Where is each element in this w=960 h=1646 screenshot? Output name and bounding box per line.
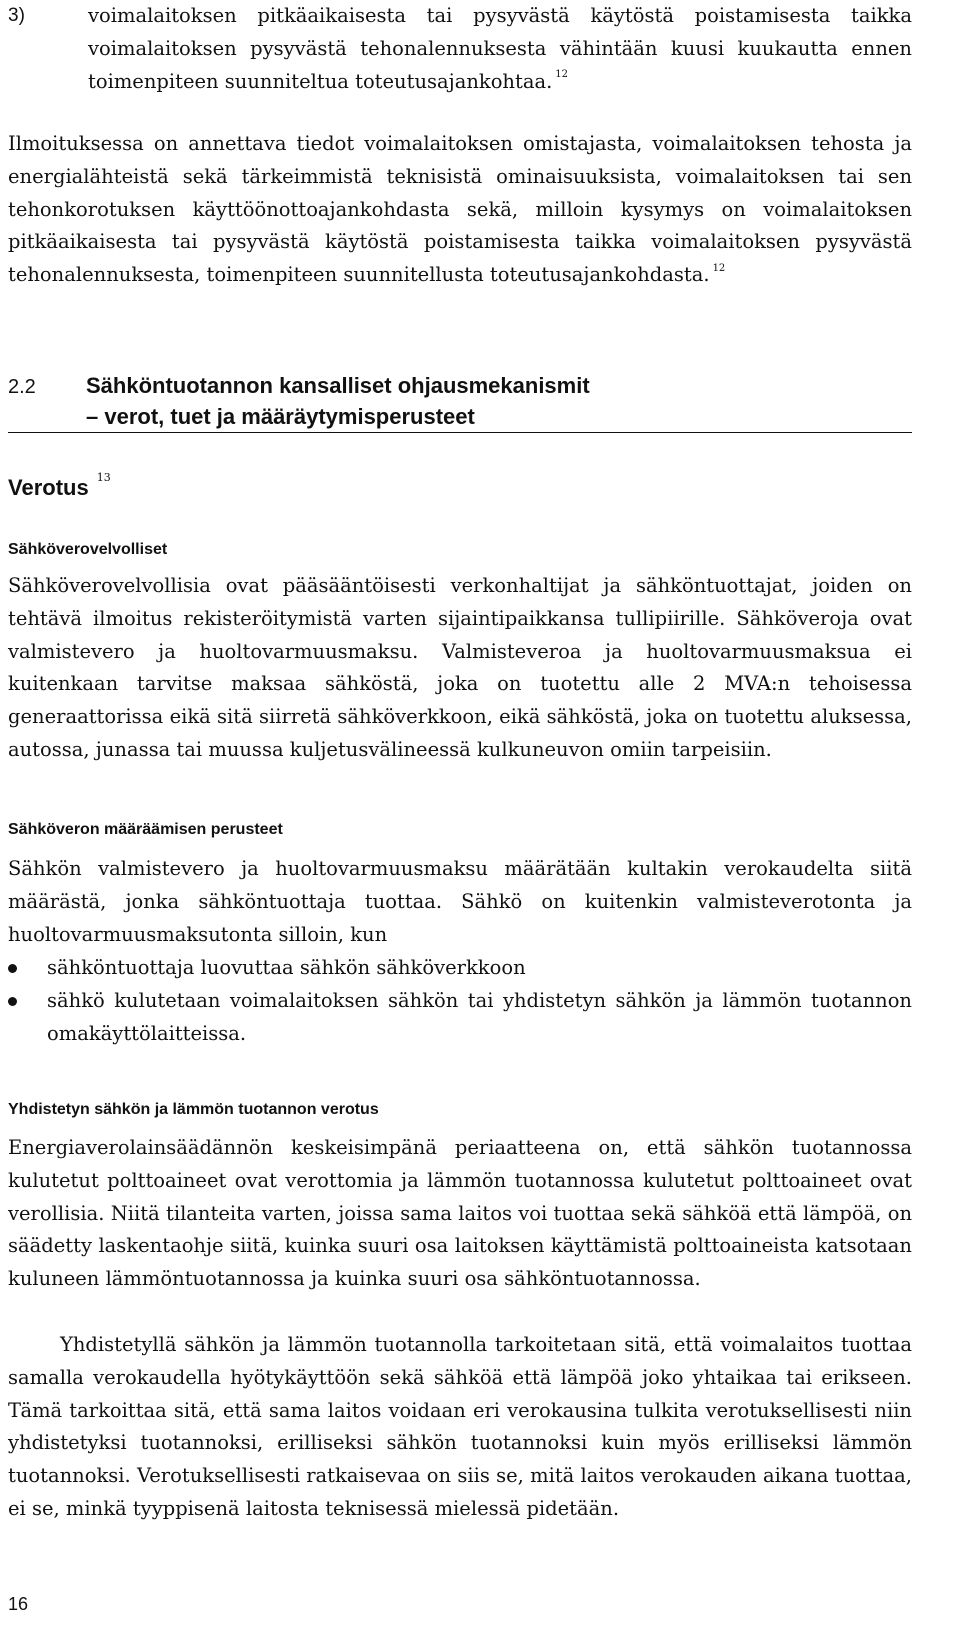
footnote-ref[interactable]: 12 — [555, 69, 569, 81]
list-item — [8, 0, 912, 98]
intro-paragraph-text: Ilmoituksessa on annettava tiedot voimalaitoksen omistajasta, voimalaitoksen tehosta ja energialähteistä sekä tärkeimmistä teknisistä ominaisuuksista, voimalaitoksen tai sen tehonkorotuksen käyttöönottoajankohdasta sekä, milloin kysymys on voimalaitoksen pitkäaikaisesta tai pysyvästä käytöstä poistamisesta taikka voimalaitoksen pysyvästä tehonalennuksesta, toimenpiteen suunnitellusta toteutusajankohdasta. — [8, 132, 912, 287]
bullet-item — [8, 952, 912, 985]
verotus-heading — [8, 470, 111, 506]
paragraph-maaraamisen-perusteet: Sähkön valmistevero ja huoltovarmuusmaksu määrätään kultakin verokaudelta siitä määrästä, jonka sähköntuottaja tuottaa. Sähkö on kuitenkin valmisteverotonta ja huoltovarmuusmaksutonta silloin, kun — [8, 857, 912, 946]
bullet-item-text: sähköntuottaja luovuttaa sähkön sähköverkkoon — [47, 956, 526, 979]
subheading-yhdistetty: Yhdistetyn sähkön ja lämmön tuotannon verotus — [8, 1101, 379, 1118]
bullet-list — [8, 952, 912, 1050]
bullet-icon — [8, 964, 17, 973]
section-title-line1: Sähköntuotannon kansalliset ohjausmekanismit — [86, 373, 590, 398]
list-item-body: voimalaitoksen pitkäaikaisesta tai pysyvästä käytöstä poistamisesta taikka voimalaitoksen pysyvästä tehonalennuksesta vähintään kuusi kuukautta ennen toimenpiteen suunniteltua toteutusajankohtaa. — [88, 4, 912, 93]
section-heading — [8, 370, 912, 432]
section-title-line2: – verot, tuet ja määräytymisperusteet — [86, 404, 475, 429]
footnote-ref[interactable]: 13 — [96, 470, 111, 484]
subheading-sahkoverovelvolliset: Sähköverovelvolliset — [8, 541, 168, 558]
section-divider — [8, 432, 912, 433]
footnote-ref[interactable]: 12 — [712, 262, 726, 274]
bullet-item — [8, 985, 912, 1051]
paragraph-sahkoverovelvolliset: Sähköverovelvollisia ovat pääsääntöisesti verkonhaltijat ja sähköntuottajat, joiden on tehtävä ilmoitus rekisteröitymistä varten sijaintipaikkansa tullipiirille. Sähköveroja ovat valmistevero ja huoltovarmuusmaksu. Valmisteveroa ja huoltovarmuusmaksua ei kuitenkaan tarvitse maksaa sähköstä, joka on tuotettu alle 2 MVA:n tehoisessa generaattorissa eikä sitä siirretä sähköverkkoon, eikä sähköstä, joka on tuotettu aluksessa, autossa, junassa tai muussa kuljetusvälineessä kulkuneuvon omiin tarpeisiin. — [8, 574, 912, 761]
document-page — [8, 0, 912, 1646]
bullet-item-text: sähkö kulutetaan voimalaitoksen sähkön tai yhdistetyn sähkön ja lämmön tuotannon omakäyttölaitteissa. — [47, 988, 912, 1045]
page-number: 16 — [8, 1594, 29, 1614]
paragraph-yhdistetty-1: Energiaverolainsäädännön keskeisimpänä periaatteena on, että sähkön tuotannossa kulutetut polttoaineet ovat verottomia ja lämmön tuotannossa kulutetut polttoaineet ovat verollisia. Niitä tilanteita varten, joissa sama laitos voi tuottaa sekä sähköä että lämpöä, on säädetty laskentaohje siitä, kuinka suuri osa laitoksen käyttämistä polttoaineista katsotaan kuluneen lämmöntuotannossa ja kuinka suuri osa sähköntuotannossa. — [8, 1136, 912, 1291]
section-number: 2.2 — [8, 376, 36, 398]
paragraph-yhdistetty-2: Yhdistetyllä sähkön ja lämmön tuotannolla tarkoitetaan sitä, että voimalaitos tuottaa samalla verokaudella hyötykäyttöön sekä sähköä että lämpöä joko yhtaikaa tai erikseen. Tämä tarkoittaa sitä, että sama laitos voidaan eri verokausina tulkita verotuksellisesti niin yhdistetyksi tuotannoksi, erilliseksi sähkön tuotannoksi kuin myös erilliseksi lämmön tuotannoksi. Verotuksellisesti ratkaisevaa on siis se, mitä laitos verokauden aikana tuottaa, ei se, minkä tyyppisenä laitosta teknisessä mielessä pidetään. — [8, 1333, 912, 1520]
intro-paragraph — [8, 128, 912, 292]
list-item-number: 3) — [8, 5, 25, 26]
list-item-text — [88, 0, 912, 98]
section-title — [86, 370, 912, 432]
bullet-icon — [8, 997, 17, 1006]
verotus-title: Verotus — [8, 475, 89, 500]
subheading-maaraamisen-perusteet: Sähköveron määräämisen perusteet — [8, 821, 283, 838]
